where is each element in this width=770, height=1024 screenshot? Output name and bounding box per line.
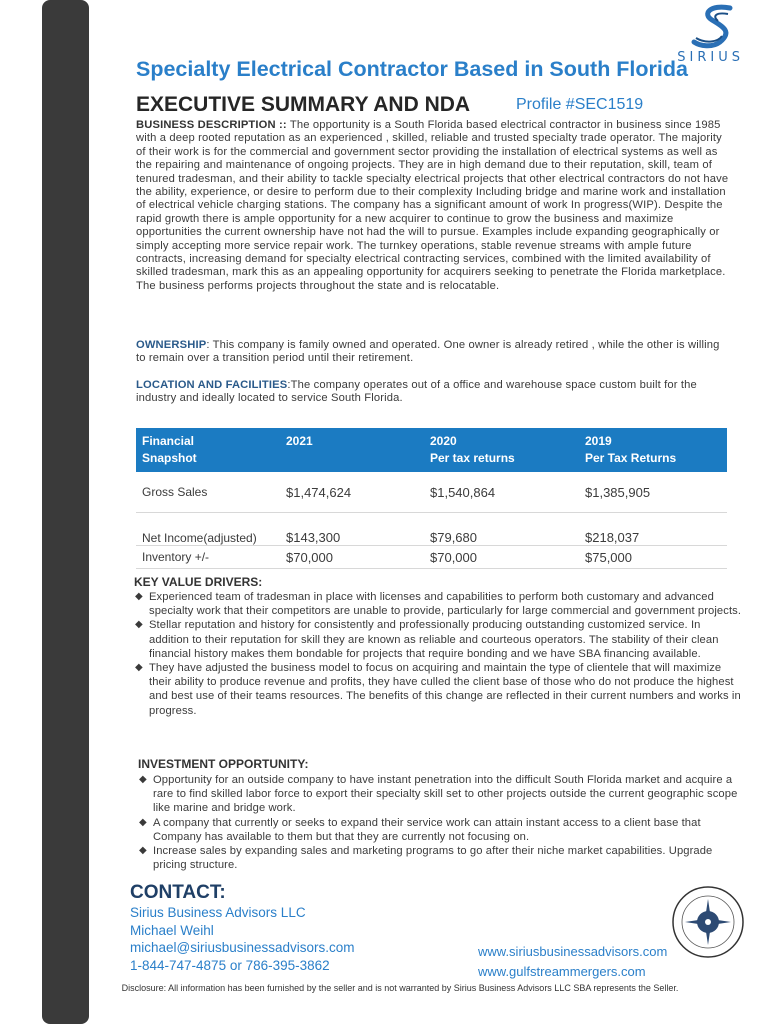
compass-seal-icon [671, 885, 745, 959]
contact-email-link[interactable]: michael@siriusbusinessadvisors.com [130, 940, 355, 955]
table-cell: $1,474,624 [280, 472, 424, 513]
location-text: :The company operates out of a office and warehouse space custom built for the industry and ideally located to service South Florida. [136, 379, 697, 405]
table-cell: $70,000 [280, 546, 424, 569]
list-item: ◆ Opportunity for an outside company to have instant penetration into the difficult South Florida market and acquire a rare to find skilled labor force to export their specialty skill set to other projects outside the current geographic scope like marine and bridge work. [139, 774, 738, 815]
diamond-bullet-icon: ◆ [139, 774, 147, 785]
website-link-sirius[interactable]: www.siriusbusinessadvisors.com [478, 944, 668, 959]
list-item: ◆ Experienced team of tradesman in place with licenses and capabilities to perform both customary and advanced specialty work that their competitors are unable to provide, particularly for large commercial and government projects. [135, 591, 742, 618]
ownership-label: OWNERSHIP [136, 339, 207, 351]
diamond-bullet-icon: ◆ [135, 591, 143, 602]
table-row [136, 472, 727, 513]
table-header-cell: 2021 [280, 428, 424, 472]
diamond-bullet-icon: ◆ [139, 845, 147, 857]
list-item: ◆ Increase sales by expanding sales and marketing programs to go after their niche market capabilities. Upgrade pricing structure. [139, 845, 713, 872]
profile-id: Profile #SEC1519 [516, 96, 644, 113]
table-cell: $70,000 [424, 546, 579, 569]
list-item: ◆ They have adjusted the business model to focus on acquiring and maintain the type of clientele that will maximize their ability to produce revenue and profits, they have culled the client base of those who do not produce the highest and best use of their teams resources. The benefits of this change are reflected in their current numbers and works in progress. [135, 662, 741, 717]
list-item: ◆ A company that currently or seeks to expand their service work can attain instant access to a client base that Company has available to them but that they are currently not focusing on. [139, 816, 701, 843]
business-description [136, 119, 731, 293]
logo-wordmark: SIRIUS [677, 50, 744, 65]
page-subhead: EXECUTIVE SUMMARY AND NDA [136, 93, 471, 116]
row-label: Inventory +/- [136, 546, 280, 569]
table-header-cell: 2020 Per tax returns [424, 428, 579, 472]
diamond-bullet-icon: ◆ [135, 662, 143, 674]
business-description-label: BUSINESS DESCRIPTION :: [136, 119, 287, 131]
ownership-text: : This company is family owned and operated. One owner is already retired , while the other is willing to remain over a transition period until their retirement. [136, 339, 720, 365]
contact-name: Michael Weihl [130, 923, 214, 938]
contact-title: CONTACT: [130, 882, 226, 903]
page-headline: Specialty Electrical Contractor Based in South Florida [136, 57, 688, 81]
website-link-gulfstream[interactable]: www.gulfstreammergers.com [478, 964, 646, 979]
table-cell: $1,385,905 [579, 472, 727, 513]
table-cell: $143,300 [280, 513, 424, 546]
table-cell: $1,540,864 [424, 472, 579, 513]
table-row [136, 513, 727, 546]
table-cell: $79,680 [424, 513, 579, 546]
list-item: ◆ Stellar reputation and history for consistently and professionally producing outstanding customized service. In addition to their reputation for skill they are known as reliable and courteous operators. The stability of their clean financial history makes them bondable for projects that require bonding and we have SBA financing available. [135, 619, 719, 660]
location-paragraph [136, 379, 726, 406]
financial-snapshot-table [136, 428, 727, 569]
table-cell: $218,037 [579, 513, 727, 546]
disclosure-text: Disclosure: All information has been furnished by the seller and is not warranted by Sirius Business Advisors LLC SBA represents the Seller. [121, 983, 679, 993]
investment-opportunity-title: INVESTMENT OPPORTUNITY: [138, 757, 309, 771]
table-row [136, 546, 727, 569]
key-value-drivers-list [133, 590, 743, 718]
ownership-paragraph [136, 339, 726, 366]
location-label: LOCATION AND FACILITIES [136, 379, 288, 391]
diamond-bullet-icon: ◆ [135, 619, 143, 631]
table-header-row [136, 428, 727, 472]
table-header-cell: 2019 Per Tax Returns [579, 428, 727, 472]
business-description-text: The opportunity is a South Florida based electrical contractor in business since 1985 with a deep rooted reputation as an experienced , skilled, reliable and trusted specialty trade operator. The majority of their work is for the commercial and government sector providing the installation of electrical systems as well as the repairing and maintenance of ongoing projects. They are in high demand due to their reputation, skill, team of tenured tradesman, and their ability to tackle specialty electrical projects that other electrical contractors do not have the ability, experience, or desire to perform due to their complexity Including bridge and marine work and installation of electrical vehicle charging stations. The company has a significant amount of work In progress(WIP). Despite the rapid growth there is ample opportunity for a new acquirer to continue to grow the business and maximize opportunities the current ownership have not had the will to pursue. Examples include expanding geographically or simply accepting more service repair work. The turnkey operations, stable revenue streams with ample future contracts, increasing demand for specialty electrical contracting services, combined with the limited availability of skilled tradesman, mark this as an appealing opportunity for acquirers seeking to penetrate the Florida marketplace. The business performs projects throughout the state and is relocatable. [136, 119, 729, 292]
diamond-bullet-icon: ◆ [139, 816, 147, 828]
investment-opportunity-list [137, 773, 743, 872]
side-bar-decoration [42, 0, 89, 1024]
key-value-drivers-title: KEY VALUE DRIVERS: [134, 575, 263, 589]
table-cell: $75,000 [579, 546, 727, 569]
row-label: Net Income(adjusted) [136, 513, 280, 546]
row-label: Gross Sales [136, 472, 280, 513]
contact-phone: 1-844-747-4875 or 786-395-3862 [130, 958, 330, 973]
table-header-cell: Financial Snapshot [136, 428, 280, 472]
contact-company: Sirius Business Advisors LLC [130, 905, 306, 920]
